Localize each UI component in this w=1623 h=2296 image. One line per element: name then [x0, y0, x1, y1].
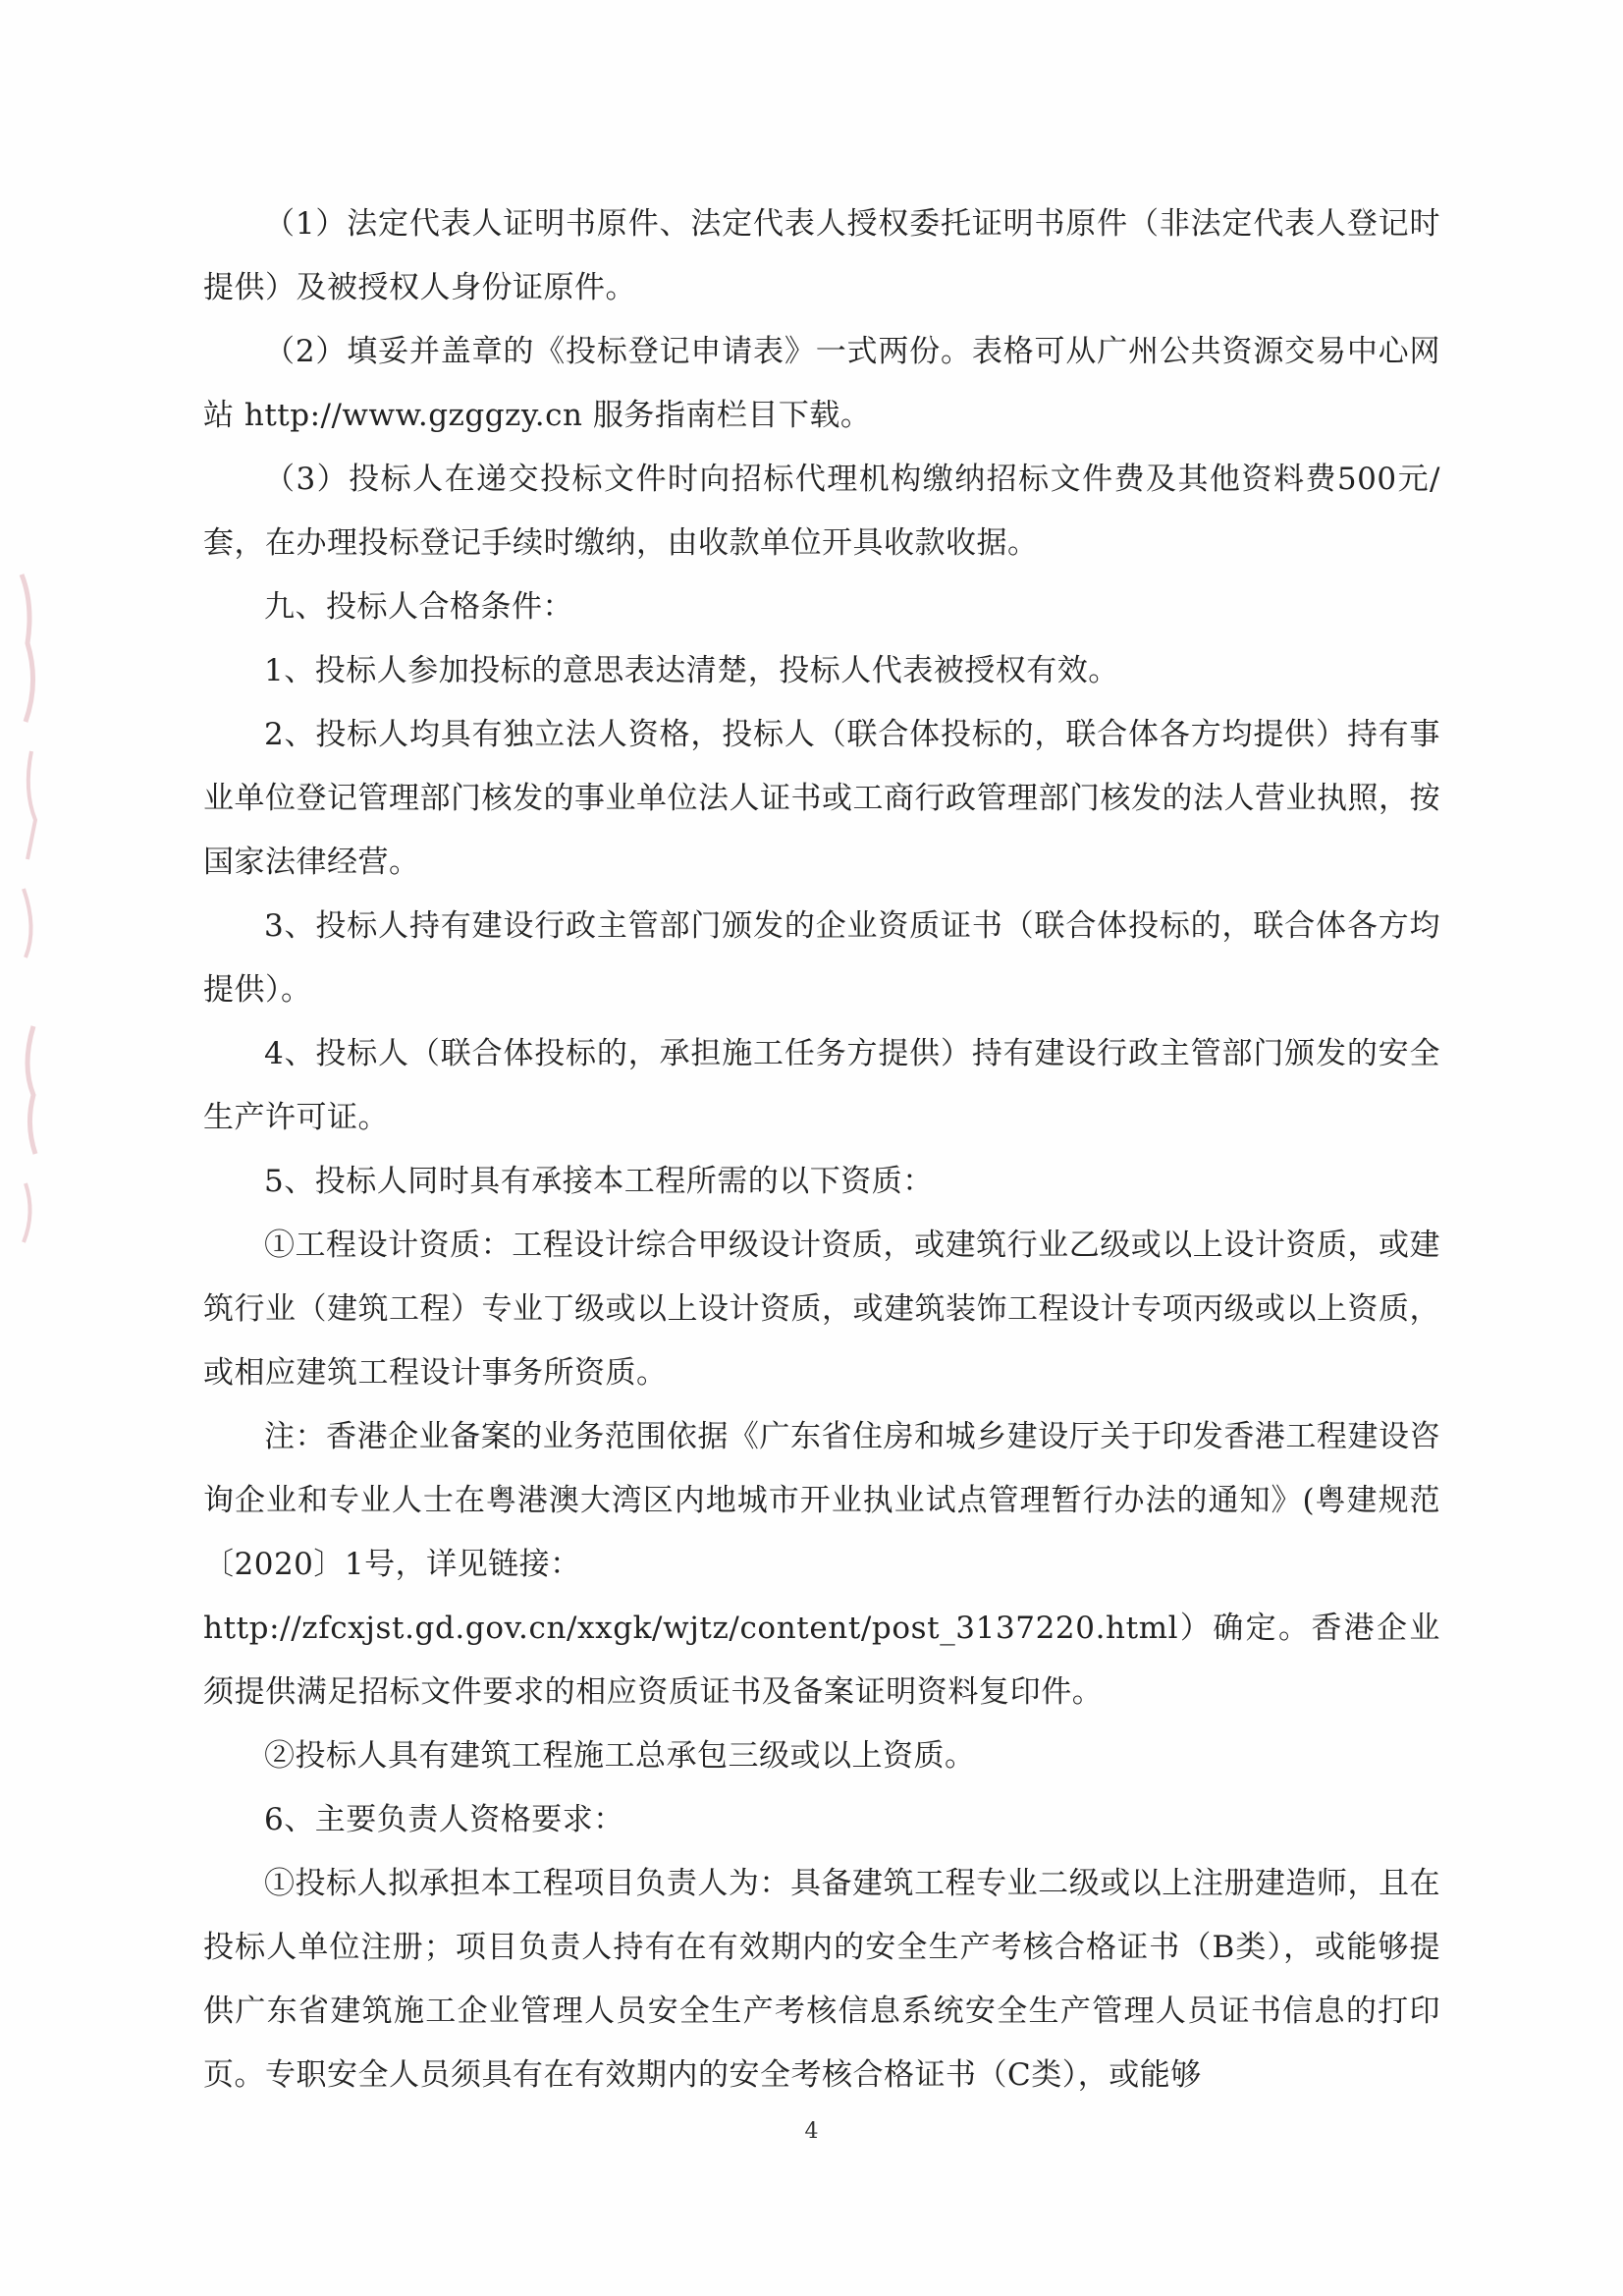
section-heading-qualifications: 九、投标人合格条件： [264, 589, 573, 625]
paragraph-qualification-3: 3、投标人持有建设行政主管部门颁发的企业资质证书（联合体投标的，联合体各方均提供）。 [203, 908, 1440, 1008]
paragraph-hk-link: http://zfcxjst.gd.gov.cn/xxgk/wjtz/content/post_3137220.html）确定。香港企业须提供满足招标文件要求的相应资质证书及备案证明资料复印件。 [203, 1611, 1440, 1710]
paragraph-qualification-2: 2、投标人均具有独立法人资格，投标人（联合体投标的，联合体各方均提供）持有事业单位登记管理部门核发的事业单位法人证书或工商行政管理部门核发的法人营业执照，按国家法律经营。 [203, 717, 1440, 880]
page-number: 4 [804, 2119, 819, 2144]
paragraph-project-manager: ①投标人拟承担本工程项目负责人为：具备建筑工程专业二级或以上注册建造师，且在投标人单位注册；项目负责人持有在有效期内的安全生产考核合格证书（B类），或能够提供广东省建筑施工企业管理人员安全生产考核信息系统安全生产管理人员证书信息的打印页。专职安全人员须具有在有效期内的安全考核合格证书（C类），或能够 [203, 1866, 1440, 2093]
seal-fragment-icon [14, 565, 53, 1252]
paragraph-design-qualification: ①工程设计资质：工程设计综合甲级设计资质，或建筑行业乙级或以上设计资质，或建筑行业（建筑工程）专业丁级或以上设计资质，或建筑装饰工程设计专项丙级或以上资质，或相应建筑工程设计事务所资质。 [203, 1228, 1440, 1391]
paragraph-registration-docs: （1）法定代表人证明书原件、法定代表人授权委托证明书原件（非法定代表人登记时提供）及被授权人身份证原件。 [203, 206, 1440, 305]
paragraph-hk-note: 注：香港企业备案的业务范围依据《广东省住房和城乡建设厅关于印发香港工程建设咨询企业和专业人士在粤港澳大湾区内地城市开业执业试点管理暂行办法的通知》(粤建规范〔2020〕1号，详见链接： [203, 1419, 1440, 1582]
paragraph-registration-form: （2）填妥并盖章的《投标登记申请表》一式两份。表格可从广州公共资源交易中心网站 http://www.gzggzy.cn 服务指南栏目下载。 [203, 334, 1440, 433]
paragraph-qualification-5: 5、投标人同时具有承接本工程所需的以下资质： [264, 1164, 934, 1199]
paragraph-qualification-4: 4、投标人（联合体投标的，承担施工任务方提供）持有建设行政主管部门颁发的安全生产许可证。 [203, 1036, 1440, 1135]
paragraph-construction-qualification: ②投标人具有建筑工程施工总承包三级或以上资质。 [264, 1738, 976, 1774]
paragraph-qualification-1: 1、投标人参加投标的意思表达清楚，投标人代表被授权有效。 [264, 653, 1119, 688]
paragraph-personnel-heading: 6、主要负责人资格要求： [264, 1802, 624, 1837]
document-body [203, 192, 1440, 2107]
paragraph-document-fee: （3）投标人在递交投标文件时向招标代理机构缴纳招标文件费及其他资料费500元/套，在办理投标登记手续时缴纳，由收款单位开具收款收据。 [203, 462, 1440, 561]
